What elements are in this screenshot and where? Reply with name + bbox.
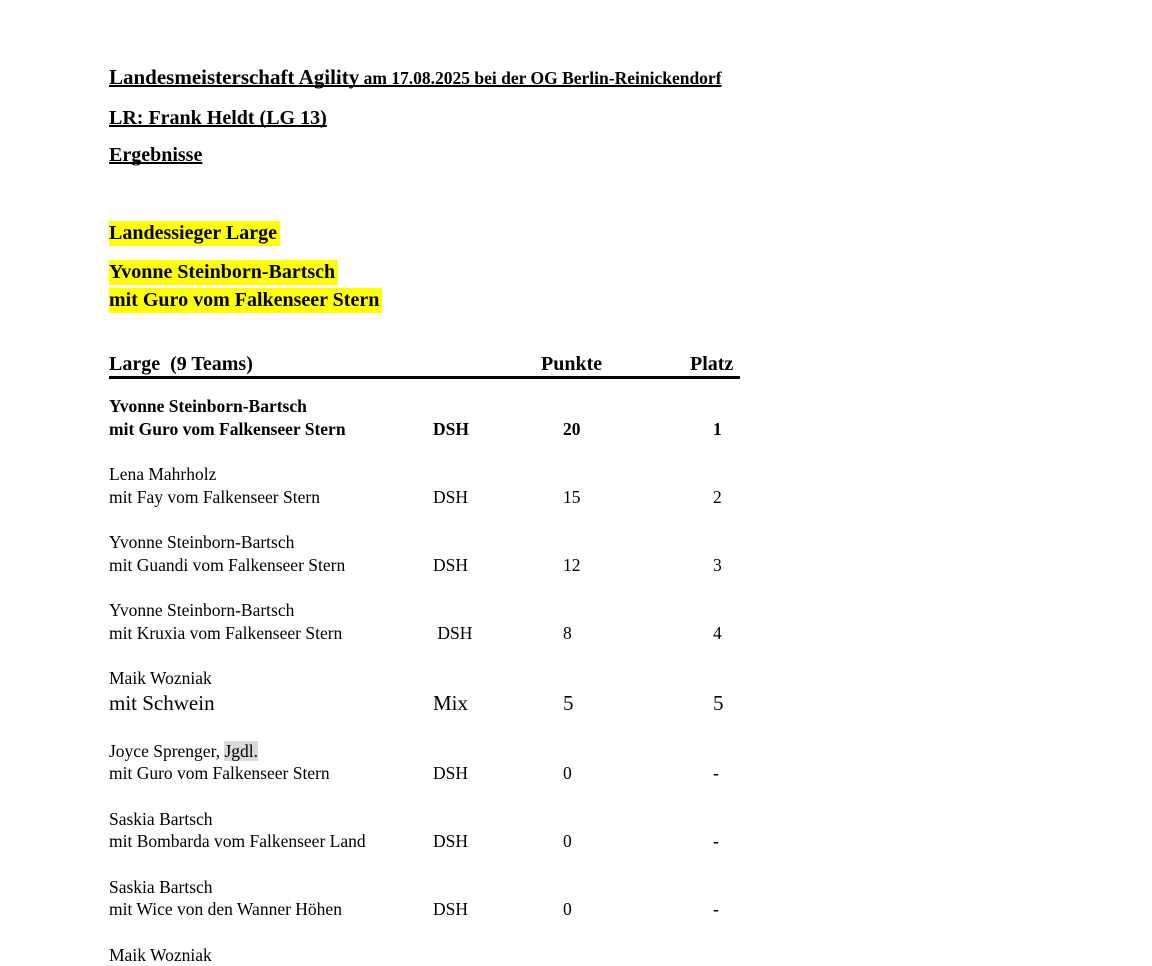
junior-tag: Jgdl. [224, 741, 258, 761]
title-main: Landesmeisterschaft Agility [109, 65, 359, 89]
rank-value: 4 [713, 622, 1152, 645]
document-title-underline [109, 71, 722, 88]
dog-name: mit Schwein [109, 690, 433, 717]
judge-line [109, 106, 1152, 130]
dog-name: mit Guro vom Falkenseer Stern [109, 762, 433, 785]
column-rank-label: Platz [690, 354, 740, 375]
rank-value: 1 [713, 418, 1152, 441]
breed: DSH [433, 898, 563, 921]
column-size-label: Large (9 Teams) [109, 354, 541, 375]
points-value: 20 [563, 418, 713, 441]
points-value: 0 [563, 762, 713, 785]
rank-value: 2 [713, 486, 1152, 509]
rank-value: - [713, 830, 1152, 853]
points-value: 12 [563, 554, 713, 577]
column-points-label: Punkte [541, 354, 690, 375]
rank-value: 3 [713, 554, 1152, 577]
result-row-3 [109, 531, 1152, 576]
points-value: 15 [563, 486, 713, 509]
handler-name: Saskia Bartsch [109, 808, 1152, 831]
result-row-8 [109, 876, 1152, 921]
dog-name: mit Bombarda vom Falkenseer Land [109, 830, 433, 853]
winner-handler: Yvonne Steinborn-Bartsch [109, 260, 338, 285]
winner-banner-heading-text: Landessieger Large [109, 221, 280, 246]
winner-banner-heading [109, 219, 1152, 247]
result-row-1 [109, 395, 1152, 440]
judge-line-text: LR: Frank Heldt (LG 13) [109, 107, 327, 129]
breed: DSH [433, 486, 563, 509]
breed: DSH [433, 622, 563, 645]
dog-name: mit Guro vom Falkenseer Stern [109, 418, 433, 441]
dog-name: mit Kruxia vom Falkenseer Stern [109, 622, 433, 645]
results-table-header [109, 354, 740, 379]
handler-name: Maik Wozniak [109, 667, 1152, 690]
results-rows [109, 395, 1152, 966]
handler-name: Maik Wozniak [109, 944, 1152, 966]
winner-dog: mit Guro vom Falkenseer Stern [109, 288, 382, 313]
result-row-6 [109, 740, 1152, 785]
results-heading-text: Ergebnisse [109, 144, 202, 166]
handler-name: Saskia Bartsch [109, 876, 1152, 899]
result-row-4 [109, 599, 1152, 644]
results-heading [109, 143, 1152, 167]
rank-value: - [713, 762, 1152, 785]
points-value: 0 [563, 898, 713, 921]
breed: Mix [433, 690, 563, 717]
handler-name: Yvonne Steinborn-Bartsch [109, 599, 1152, 622]
rank-value: 5 [713, 690, 1152, 717]
dog-name: mit Guandi vom Falkenseer Stern [109, 554, 433, 577]
result-row-7 [109, 808, 1152, 853]
title-date-host: am 17.08.2025 bei der OG Berlin-Reinickendorf [359, 68, 721, 88]
dog-name: mit Wice von den Wanner Höhen [109, 898, 433, 921]
handler-name: Yvonne Steinborn-Bartsch [109, 395, 1152, 418]
handler-name: Lena Mahrholz [109, 463, 1152, 486]
document-title [109, 64, 1152, 93]
result-row-2 [109, 463, 1152, 508]
rank-value: - [713, 898, 1152, 921]
breed: DSH [433, 830, 563, 853]
points-value: 0 [563, 830, 713, 853]
dog-name: mit Fay vom Falkenseer Stern [109, 486, 433, 509]
handler-name: Yvonne Steinborn-Bartsch [109, 531, 1152, 554]
breed: DSH [433, 418, 563, 441]
points-value: 8 [563, 622, 713, 645]
points-value: 5 [563, 690, 713, 717]
result-row-9-partial [109, 944, 1152, 966]
winner-banner [109, 258, 1152, 314]
handler-name-prefix: Joyce Sprenger, [109, 741, 224, 761]
handler-name [109, 740, 1152, 763]
result-row-5 [109, 667, 1152, 717]
breed: DSH [433, 554, 563, 577]
breed: DSH [433, 762, 563, 785]
